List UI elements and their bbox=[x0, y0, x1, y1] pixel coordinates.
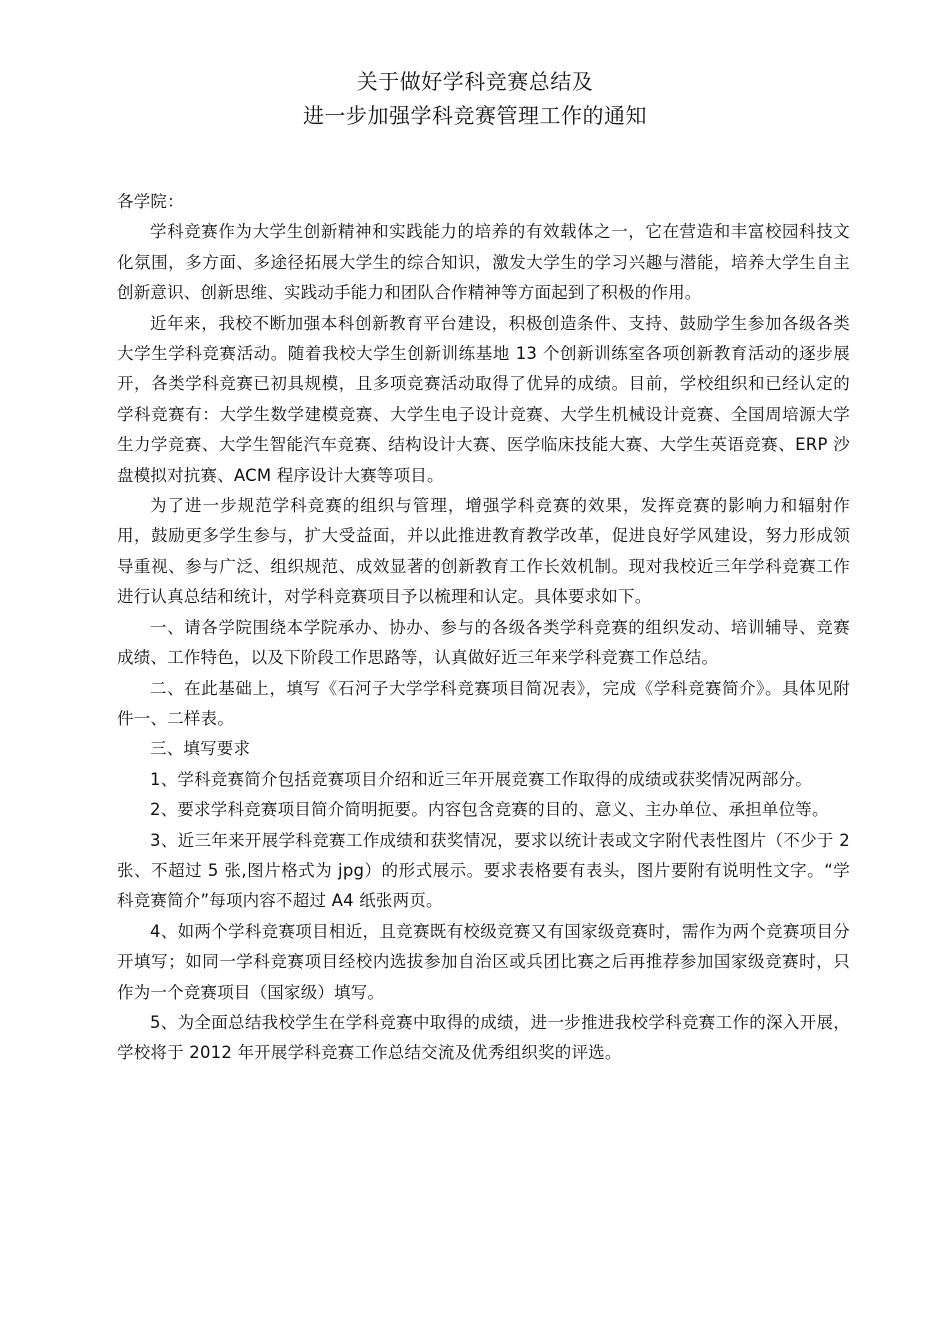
paragraph-item-1: 一、请各学院围绕本学院承办、协办、参与的各级各类学科竞赛的组织发动、培训辅导、竞赛成绩、工作特色，以及下阶段工作思路等，认真做好近三年来学科竞赛工作总结。 bbox=[117, 617, 850, 668]
paragraph-requirement-1: 1、学科竞赛简介包括竞赛项目介绍和近三年开展竞赛工作取得的成绩或获奖情况两部分。 bbox=[150, 769, 812, 789]
paragraph-background: 近年来，我校不断加强本科创新教育平台建设，积极创造条件、支持、鼓励学生参加各级各类大学生学科竞赛活动。随着我校大学生创新训练基地 13 个创新训练室各项创新教育活动的逐步展开，各类学科竞赛已初具规模，且多项竞赛活动取得了优异的成绩。目前，学校组织和已经认定的学科竞赛有：大学生数学建模竞赛、大学生电子设计竞赛、大学生机械设计竞赛、全国周培源大学生力学竞赛、大学生智能汽车竞赛、结构设计大赛、医学临床技能大赛、大学生英语竞赛、ERP 沙盘模拟对抗赛、ACM 程序设计大赛等项目。 bbox=[117, 313, 850, 485]
paragraph-requirement-4: 4、如两个学科竞赛项目相近，且竞赛既有校级竞赛又有国家级竞赛时，需作为两个竞赛项目分开填写；如同一学科竞赛项目经校内选拔参加自治区或兵团比赛之后再推荐参加国家级竞赛时，只作为一个竞赛项目（国家级）填写。 bbox=[117, 921, 850, 1002]
document-title-line-2: 进一步加强学科竞赛管理工作的通知 bbox=[303, 104, 647, 128]
paragraph-intro: 学科竞赛作为大学生创新精神和实践能力的培养的有效载体之一，它在营造和丰富校园科技文化氛围，多方面、多途径拓展大学生的综合知识，激发大学生的学习兴趣与潜能，培养大学生自主创新意识、创新思维、实践动手能力和团队合作精神等方面起到了积极的作用。 bbox=[117, 222, 850, 303]
document-title-line-1: 关于做好学科竞赛总结及 bbox=[356, 70, 594, 94]
paragraph-item-2: 二、在此基础上，填写《石河子大学学科竞赛项目简况表》，完成《学科竞赛简介》。具体见附件一、二样表。 bbox=[117, 678, 850, 728]
paragraph-requirement-2: 2、要求学科竞赛项目简介简明扼要。内容包含竞赛的目的、意义、主办单位、承担单位等。 bbox=[150, 800, 829, 820]
paragraph-item-3-heading: 三、填写要求 bbox=[150, 739, 251, 759]
paragraph-purpose: 为了进一步规范学科竞赛的组织与管理，增强学科竞赛的效果，发挥竞赛的影响力和辐射作用，鼓励更多学生参与，扩大受益面，并以此推进教育教学改革，促进良好学风建设，努力形成领导重视、参与广泛、组织规范、成效显著的创新教育工作长效机制。现对我校近三年学科竞赛工作进行认真总结和统计，对学科竞赛项目予以梳理和认定。具体要求如下。 bbox=[117, 496, 850, 607]
paragraph-requirement-5: 5、为全面总结我校学生在学科竞赛中取得的成绩，进一步推进我校学科竞赛工作的深入开展，学校将于 2012 年开展学科竞赛工作总结交流及优秀组织奖的评选。 bbox=[117, 1012, 850, 1063]
salutation: 各学院： bbox=[117, 192, 184, 211]
document-body bbox=[117, 187, 850, 1069]
paragraph-requirement-3: 3、近三年来开展学科竞赛工作成绩和获奖情况，要求以统计表或文字附代表性图片（不少于 2 张、不超过 5 张,图片格式为 jpg）的形式展示。要求表格要有表头，图片要附有说明性文字。“学科竞赛简介”每项内容不超过 A4 纸张两页。 bbox=[117, 830, 850, 911]
